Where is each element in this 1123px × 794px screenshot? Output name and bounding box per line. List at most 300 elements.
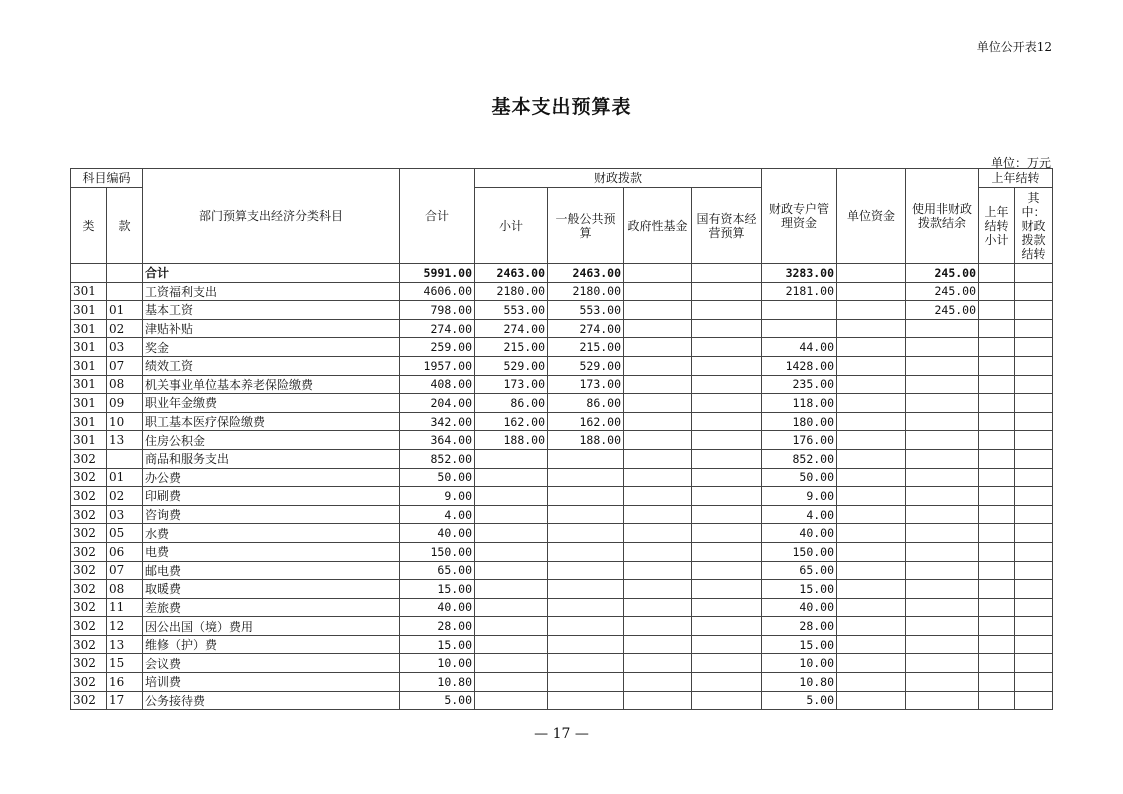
cell-fa-general bbox=[548, 617, 624, 636]
cell-fa-general bbox=[548, 598, 624, 617]
cell-special-fund: 10.80 bbox=[762, 673, 837, 692]
cell-fa-gov-fund bbox=[624, 617, 692, 636]
cell-fa-gov-fund bbox=[624, 301, 692, 320]
cell-subject-name: 取暖费 bbox=[143, 580, 400, 599]
cell-lei: 301 bbox=[71, 282, 107, 301]
page-title: 基本支出预算表 bbox=[491, 96, 632, 118]
cell-lei: 302 bbox=[71, 673, 107, 692]
cell-total: 15.00 bbox=[400, 635, 475, 654]
cell-fa-gov-fund bbox=[624, 524, 692, 543]
cell-total: 274.00 bbox=[400, 319, 475, 338]
cell-subject-name: 职业年金缴费 bbox=[143, 394, 400, 413]
cell-fa-subtotal: 188.00 bbox=[475, 431, 548, 450]
cell-total: 5991.00 bbox=[400, 264, 475, 283]
page-number: — 17 — bbox=[534, 726, 589, 742]
cell-non-fiscal-surplus bbox=[906, 468, 979, 487]
cell-total: 40.00 bbox=[400, 598, 475, 617]
cell-fa-subtotal: 173.00 bbox=[475, 375, 548, 394]
cell-carryover-subtotal bbox=[979, 449, 1015, 468]
cell-fa-state-capital bbox=[692, 635, 762, 654]
cell-carryover-fiscal bbox=[1015, 691, 1053, 710]
cell-lei: 301 bbox=[71, 301, 107, 320]
cell-subject-name: 邮电费 bbox=[143, 561, 400, 580]
cell-fa-subtotal bbox=[475, 542, 548, 561]
cell-subject-name: 因公出国（境）费用 bbox=[143, 617, 400, 636]
table-row bbox=[71, 301, 1053, 320]
cell-special-fund: 65.00 bbox=[762, 561, 837, 580]
cell-unit-fund bbox=[837, 561, 906, 580]
form-id-label: 单位公开表12 bbox=[976, 40, 1052, 54]
cell-non-fiscal-surplus bbox=[906, 375, 979, 394]
cell-fa-state-capital bbox=[692, 301, 762, 320]
cell-fa-subtotal: 529.00 bbox=[475, 356, 548, 375]
cell-carryover-fiscal bbox=[1015, 524, 1053, 543]
cell-lei: 301 bbox=[71, 319, 107, 338]
cell-carryover-subtotal bbox=[979, 319, 1015, 338]
cell-carryover-subtotal bbox=[979, 487, 1015, 506]
cell-total: 15.00 bbox=[400, 580, 475, 599]
cell-non-fiscal-surplus bbox=[906, 487, 979, 506]
cell-carryover-fiscal bbox=[1015, 561, 1053, 580]
cell-unit-fund bbox=[837, 505, 906, 524]
cell-unit-fund bbox=[837, 673, 906, 692]
cell-unit-fund bbox=[837, 412, 906, 431]
cell-unit-fund bbox=[837, 338, 906, 357]
cell-kuan: 03 bbox=[107, 505, 143, 524]
cell-kuan: 02 bbox=[107, 487, 143, 506]
cell-fa-gov-fund bbox=[624, 654, 692, 673]
cell-carryover-subtotal bbox=[979, 598, 1015, 617]
cell-fa-gov-fund bbox=[624, 282, 692, 301]
cell-fa-state-capital bbox=[692, 561, 762, 580]
cell-fa-subtotal: 86.00 bbox=[475, 394, 548, 413]
cell-special-fund: 15.00 bbox=[762, 635, 837, 654]
cell-lei bbox=[71, 264, 107, 283]
cell-carryover-fiscal bbox=[1015, 468, 1053, 487]
cell-total: 4.00 bbox=[400, 505, 475, 524]
cell-carryover-subtotal bbox=[979, 617, 1015, 636]
cell-fa-general bbox=[548, 561, 624, 580]
header-fa-subtotal: 小计 bbox=[475, 188, 548, 264]
cell-total: 852.00 bbox=[400, 449, 475, 468]
cell-subject-name: 机关事业单位基本养老保险缴费 bbox=[143, 375, 400, 394]
header-kuan: 款 bbox=[107, 188, 143, 264]
cell-lei: 301 bbox=[71, 375, 107, 394]
cell-fa-gov-fund bbox=[624, 449, 692, 468]
header-non-fiscal-surplus: 使用非财政拨款结余 bbox=[906, 169, 979, 264]
cell-total: 342.00 bbox=[400, 412, 475, 431]
cell-fa-general bbox=[548, 505, 624, 524]
cell-carryover-subtotal bbox=[979, 691, 1015, 710]
cell-carryover-fiscal bbox=[1015, 431, 1053, 450]
cell-total: 65.00 bbox=[400, 561, 475, 580]
cell-fa-subtotal bbox=[475, 561, 548, 580]
cell-subject-name: 商品和服务支出 bbox=[143, 449, 400, 468]
cell-special-fund: 852.00 bbox=[762, 449, 837, 468]
header-subject-name: 部门预算支出经济分类科目 bbox=[143, 169, 400, 264]
cell-total: 150.00 bbox=[400, 542, 475, 561]
cell-unit-fund bbox=[837, 375, 906, 394]
cell-total: 40.00 bbox=[400, 524, 475, 543]
cell-fa-state-capital bbox=[692, 394, 762, 413]
cell-non-fiscal-surplus bbox=[906, 654, 979, 673]
cell-lei: 302 bbox=[71, 580, 107, 599]
cell-fa-general bbox=[548, 468, 624, 487]
cell-unit-fund bbox=[837, 598, 906, 617]
cell-fa-state-capital bbox=[692, 654, 762, 673]
cell-non-fiscal-surplus bbox=[906, 338, 979, 357]
cell-kuan: 16 bbox=[107, 673, 143, 692]
cell-fa-subtotal bbox=[475, 673, 548, 692]
cell-special-fund: 50.00 bbox=[762, 468, 837, 487]
cell-carryover-subtotal bbox=[979, 412, 1015, 431]
cell-unit-fund bbox=[837, 282, 906, 301]
cell-lei: 301 bbox=[71, 356, 107, 375]
cell-fa-subtotal bbox=[475, 635, 548, 654]
cell-carryover-fiscal bbox=[1015, 505, 1053, 524]
cell-total: 364.00 bbox=[400, 431, 475, 450]
cell-fa-gov-fund bbox=[624, 375, 692, 394]
cell-fa-gov-fund bbox=[624, 635, 692, 654]
header-carryover-of-which: 其中：财政拨款结转 bbox=[1015, 188, 1053, 264]
cell-lei: 301 bbox=[71, 412, 107, 431]
cell-fa-state-capital bbox=[692, 673, 762, 692]
cell-non-fiscal-surplus bbox=[906, 356, 979, 375]
cell-non-fiscal-surplus bbox=[906, 673, 979, 692]
cell-kuan: 01 bbox=[107, 468, 143, 487]
cell-special-fund: 44.00 bbox=[762, 338, 837, 357]
cell-fa-gov-fund bbox=[624, 542, 692, 561]
cell-subject-name: 住房公积金 bbox=[143, 431, 400, 450]
cell-special-fund: 176.00 bbox=[762, 431, 837, 450]
cell-carryover-fiscal bbox=[1015, 635, 1053, 654]
cell-lei: 302 bbox=[71, 691, 107, 710]
cell-subject-name: 工资福利支出 bbox=[143, 282, 400, 301]
cell-special-fund: 3283.00 bbox=[762, 264, 837, 283]
cell-fa-general: 553.00 bbox=[548, 301, 624, 320]
cell-fa-subtotal: 274.00 bbox=[475, 319, 548, 338]
cell-unit-fund bbox=[837, 487, 906, 506]
cell-special-fund: 2181.00 bbox=[762, 282, 837, 301]
cell-unit-fund bbox=[837, 394, 906, 413]
cell-carryover-subtotal bbox=[979, 282, 1015, 301]
table-row bbox=[71, 635, 1053, 654]
cell-fa-subtotal bbox=[475, 691, 548, 710]
cell-non-fiscal-surplus bbox=[906, 561, 979, 580]
cell-subject-name: 津贴补贴 bbox=[143, 319, 400, 338]
cell-subject-name: 奖金 bbox=[143, 338, 400, 357]
cell-fa-general bbox=[548, 580, 624, 599]
cell-kuan: 03 bbox=[107, 338, 143, 357]
cell-carryover-fiscal bbox=[1015, 542, 1053, 561]
cell-lei: 301 bbox=[71, 394, 107, 413]
budget-table bbox=[70, 168, 1053, 710]
cell-unit-fund bbox=[837, 301, 906, 320]
cell-subject-name: 基本工资 bbox=[143, 301, 400, 320]
table-row bbox=[71, 356, 1053, 375]
cell-fa-state-capital bbox=[692, 319, 762, 338]
cell-special-fund: 9.00 bbox=[762, 487, 837, 506]
cell-non-fiscal-surplus: 245.00 bbox=[906, 301, 979, 320]
cell-carryover-subtotal bbox=[979, 301, 1015, 320]
cell-lei: 302 bbox=[71, 487, 107, 506]
cell-special-fund: 1428.00 bbox=[762, 356, 837, 375]
cell-carryover-fiscal bbox=[1015, 338, 1053, 357]
cell-fa-subtotal bbox=[475, 468, 548, 487]
cell-lei: 302 bbox=[71, 542, 107, 561]
table-row bbox=[71, 654, 1053, 673]
cell-fa-state-capital bbox=[692, 264, 762, 283]
header-prev-year-carryover: 上年结转 bbox=[979, 169, 1053, 188]
header-total: 合计 bbox=[400, 169, 475, 264]
table-row bbox=[71, 487, 1053, 506]
cell-fa-general bbox=[548, 524, 624, 543]
unit-label: 单位：万元 bbox=[990, 156, 1051, 170]
cell-unit-fund bbox=[837, 691, 906, 710]
cell-fa-state-capital bbox=[692, 505, 762, 524]
cell-fa-state-capital bbox=[692, 412, 762, 431]
cell-fa-general: 188.00 bbox=[548, 431, 624, 450]
cell-kuan: 15 bbox=[107, 654, 143, 673]
cell-kuan: 05 bbox=[107, 524, 143, 543]
cell-carryover-subtotal bbox=[979, 264, 1015, 283]
cell-total: 10.00 bbox=[400, 654, 475, 673]
cell-subject-name: 绩效工资 bbox=[143, 356, 400, 375]
cell-fa-state-capital bbox=[692, 356, 762, 375]
header-special-fund: 财政专户管理资金 bbox=[762, 169, 837, 264]
table-row bbox=[71, 338, 1053, 357]
cell-fa-gov-fund bbox=[624, 691, 692, 710]
cell-carryover-fiscal bbox=[1015, 617, 1053, 636]
cell-fa-state-capital bbox=[692, 338, 762, 357]
cell-non-fiscal-surplus bbox=[906, 542, 979, 561]
cell-carryover-subtotal bbox=[979, 580, 1015, 599]
cell-carryover-subtotal bbox=[979, 635, 1015, 654]
cell-carryover-subtotal bbox=[979, 394, 1015, 413]
cell-non-fiscal-surplus bbox=[906, 394, 979, 413]
cell-fa-subtotal bbox=[475, 654, 548, 673]
cell-total: 10.80 bbox=[400, 673, 475, 692]
cell-carryover-fiscal bbox=[1015, 264, 1053, 283]
header-fa-general-public: 一般公共预算 bbox=[548, 188, 624, 264]
cell-fa-general bbox=[548, 654, 624, 673]
cell-fa-general: 2180.00 bbox=[548, 282, 624, 301]
cell-unit-fund bbox=[837, 617, 906, 636]
table-header bbox=[71, 169, 1053, 264]
cell-special-fund: 5.00 bbox=[762, 691, 837, 710]
cell-subject-name: 电费 bbox=[143, 542, 400, 561]
cell-fa-state-capital bbox=[692, 468, 762, 487]
cell-special-fund: 40.00 bbox=[762, 524, 837, 543]
cell-lei: 302 bbox=[71, 635, 107, 654]
cell-fa-subtotal bbox=[475, 505, 548, 524]
cell-carryover-subtotal bbox=[979, 468, 1015, 487]
cell-carryover-fiscal bbox=[1015, 282, 1053, 301]
cell-total: 798.00 bbox=[400, 301, 475, 320]
cell-fa-state-capital bbox=[692, 282, 762, 301]
cell-subject-name: 公务接待费 bbox=[143, 691, 400, 710]
cell-kuan bbox=[107, 264, 143, 283]
cell-special-fund: 10.00 bbox=[762, 654, 837, 673]
cell-kuan: 09 bbox=[107, 394, 143, 413]
table-row bbox=[71, 580, 1053, 599]
header-subject-code: 科目编码 bbox=[71, 169, 143, 188]
cell-fa-general: 162.00 bbox=[548, 412, 624, 431]
cell-total: 28.00 bbox=[400, 617, 475, 636]
cell-special-fund: 180.00 bbox=[762, 412, 837, 431]
cell-carryover-fiscal bbox=[1015, 412, 1053, 431]
table-row bbox=[71, 412, 1053, 431]
cell-carryover-fiscal bbox=[1015, 654, 1053, 673]
cell-non-fiscal-surplus: 245.00 bbox=[906, 282, 979, 301]
cell-lei: 301 bbox=[71, 431, 107, 450]
cell-subject-name: 办公费 bbox=[143, 468, 400, 487]
cell-fa-subtotal bbox=[475, 580, 548, 599]
cell-subject-name: 培训费 bbox=[143, 673, 400, 692]
cell-fa-subtotal bbox=[475, 487, 548, 506]
cell-fa-subtotal: 162.00 bbox=[475, 412, 548, 431]
cell-total: 4606.00 bbox=[400, 282, 475, 301]
table-row bbox=[71, 319, 1053, 338]
cell-special-fund: 28.00 bbox=[762, 617, 837, 636]
cell-unit-fund bbox=[837, 524, 906, 543]
cell-unit-fund bbox=[837, 635, 906, 654]
cell-lei: 301 bbox=[71, 338, 107, 357]
cell-total: 408.00 bbox=[400, 375, 475, 394]
cell-lei: 302 bbox=[71, 561, 107, 580]
cell-unit-fund bbox=[837, 431, 906, 450]
header-lei: 类 bbox=[71, 188, 107, 264]
cell-unit-fund bbox=[837, 319, 906, 338]
cell-fa-general bbox=[548, 691, 624, 710]
cell-kuan bbox=[107, 449, 143, 468]
header-fa-state-capital: 国有资本经营预算 bbox=[692, 188, 762, 264]
cell-fa-state-capital bbox=[692, 542, 762, 561]
cell-kuan: 08 bbox=[107, 580, 143, 599]
cell-fa-gov-fund bbox=[624, 338, 692, 357]
header-carryover-subtotal: 上年结转小计 bbox=[979, 188, 1015, 264]
cell-carryover-fiscal bbox=[1015, 301, 1053, 320]
cell-unit-fund bbox=[837, 356, 906, 375]
cell-total: 50.00 bbox=[400, 468, 475, 487]
cell-special-fund: 40.00 bbox=[762, 598, 837, 617]
cell-lei: 302 bbox=[71, 468, 107, 487]
table-row bbox=[71, 542, 1053, 561]
cell-carryover-fiscal bbox=[1015, 319, 1053, 338]
cell-carryover-fiscal bbox=[1015, 449, 1053, 468]
cell-total: 204.00 bbox=[400, 394, 475, 413]
cell-fa-state-capital bbox=[692, 691, 762, 710]
table-row bbox=[71, 617, 1053, 636]
cell-kuan: 02 bbox=[107, 319, 143, 338]
table-row bbox=[71, 449, 1053, 468]
table-row bbox=[71, 524, 1053, 543]
table-row bbox=[71, 561, 1053, 580]
cell-fa-gov-fund bbox=[624, 598, 692, 617]
cell-fa-state-capital bbox=[692, 375, 762, 394]
cell-fa-gov-fund bbox=[624, 431, 692, 450]
cell-kuan: 08 bbox=[107, 375, 143, 394]
cell-carryover-fiscal bbox=[1015, 375, 1053, 394]
cell-carryover-fiscal bbox=[1015, 487, 1053, 506]
cell-carryover-subtotal bbox=[979, 673, 1015, 692]
cell-fa-gov-fund bbox=[624, 319, 692, 338]
cell-subject-name: 咨询费 bbox=[143, 505, 400, 524]
cell-total: 5.00 bbox=[400, 691, 475, 710]
table-body bbox=[71, 264, 1053, 710]
cell-kuan: 13 bbox=[107, 431, 143, 450]
cell-fa-general: 215.00 bbox=[548, 338, 624, 357]
table-row bbox=[71, 282, 1053, 301]
cell-fa-state-capital bbox=[692, 449, 762, 468]
cell-subject-name: 水费 bbox=[143, 524, 400, 543]
cell-carryover-subtotal bbox=[979, 561, 1015, 580]
cell-unit-fund bbox=[837, 580, 906, 599]
cell-special-fund: 15.00 bbox=[762, 580, 837, 599]
cell-fa-state-capital bbox=[692, 487, 762, 506]
header-fa-gov-fund: 政府性基金 bbox=[624, 188, 692, 264]
table-row bbox=[71, 598, 1053, 617]
cell-lei: 302 bbox=[71, 524, 107, 543]
cell-kuan: 11 bbox=[107, 598, 143, 617]
cell-fa-gov-fund bbox=[624, 673, 692, 692]
cell-non-fiscal-surplus bbox=[906, 580, 979, 599]
cell-special-fund: 235.00 bbox=[762, 375, 837, 394]
table-row bbox=[71, 468, 1053, 487]
cell-subject-name: 会议费 bbox=[143, 654, 400, 673]
cell-fa-gov-fund bbox=[624, 412, 692, 431]
cell-carryover-fiscal bbox=[1015, 673, 1053, 692]
cell-carryover-fiscal bbox=[1015, 356, 1053, 375]
cell-kuan: 10 bbox=[107, 412, 143, 431]
cell-carryover-subtotal bbox=[979, 356, 1015, 375]
cell-fa-gov-fund bbox=[624, 356, 692, 375]
cell-fa-state-capital bbox=[692, 617, 762, 636]
cell-fa-subtotal: 2463.00 bbox=[475, 264, 548, 283]
cell-carryover-subtotal bbox=[979, 542, 1015, 561]
table-row bbox=[71, 431, 1053, 450]
table-row bbox=[71, 505, 1053, 524]
cell-total: 1957.00 bbox=[400, 356, 475, 375]
cell-subject-name: 合计 bbox=[143, 264, 400, 283]
table-row bbox=[71, 673, 1053, 692]
cell-fa-gov-fund bbox=[624, 468, 692, 487]
cell-fa-general bbox=[548, 449, 624, 468]
cell-carryover-fiscal bbox=[1015, 394, 1053, 413]
cell-fa-subtotal bbox=[475, 598, 548, 617]
cell-fa-subtotal bbox=[475, 524, 548, 543]
cell-carryover-subtotal bbox=[979, 505, 1015, 524]
table-row bbox=[71, 375, 1053, 394]
table-row bbox=[71, 394, 1053, 413]
cell-carryover-subtotal bbox=[979, 375, 1015, 394]
cell-fa-general bbox=[548, 635, 624, 654]
cell-non-fiscal-surplus bbox=[906, 319, 979, 338]
cell-unit-fund bbox=[837, 468, 906, 487]
cell-non-fiscal-surplus bbox=[906, 635, 979, 654]
cell-total: 9.00 bbox=[400, 487, 475, 506]
cell-non-fiscal-surplus bbox=[906, 412, 979, 431]
cell-lei: 302 bbox=[71, 505, 107, 524]
cell-kuan: 07 bbox=[107, 356, 143, 375]
cell-lei: 302 bbox=[71, 617, 107, 636]
cell-special-fund bbox=[762, 319, 837, 338]
cell-special-fund bbox=[762, 301, 837, 320]
cell-subject-name: 职工基本医疗保险缴费 bbox=[143, 412, 400, 431]
header-unit-fund: 单位资金 bbox=[837, 169, 906, 264]
cell-kuan: 13 bbox=[107, 635, 143, 654]
cell-fa-gov-fund bbox=[624, 505, 692, 524]
